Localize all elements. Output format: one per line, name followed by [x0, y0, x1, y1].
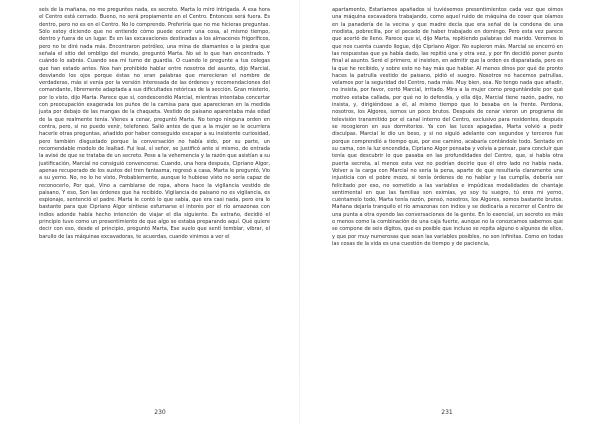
right-page-number: 231: [441, 409, 453, 416]
left-page-text: seis de la mañana, no me preguntes nada, es secreto. Marta lo miró intrigada. A esa hora el Centro está cerrado. Bueno, no será propiamente en el Centro. Entonces será fuera. Es dentro, pero no es en el Centro. No lo comprendo. Preferiría que no me hicieras preguntas. Sólo estoy diciendo que no entiendo cómo puede ocurrir una cosa, al mismo tiempo, dentro y fuera de un lugar. Es en las excavaciones destinadas a los almacenes frigoríficos, pero no te diré nada más. Encontraron petróleo, una mina de diamantes o la piedra que señala el sitio del ombligo del mundo, preguntó Marta. No sé lo que han encontrado. Y cuándo lo sabrás. Cuando sea mi turno de guardia. O cuando le pregunte a tus colegas que han estado antes. Nos han prohibido hablar entre nosotros del asunto, dijo Marcial, desviando los ojos porque éstas no eran palabras que merecieran el nombre de verdaderas, más si venía por la versión interesada de las órdenes y recomendaciones del comandante, libremente adaptada a sus dificultades retóricas de la sección. Gran misterio, por lo visto, dijo Marta. Parece que sí, condescendió Marcial, mientras intentaba concertar con preocupación exagerada los puños de la camisa para que aparecieran en la medida justa por debajo de las mangas de la chaqueta. Vestido de paisano aparentaba más edad de la que realmente tenía. Vienes a cenar, preguntó Marta. No tengo ninguna orden en contra, pero, si no puedo venir, telefoneo. Salió antes de que a la mujer se le ocurriera hacerle otras preguntas, añadido por haber conseguido escapar a su insistente curiosidad, pero también disgustado porque la conversación no había sido, por su parte, un recomendable modelo de lealtad. Fui leal, sí señor, se justificó ante sí mismo, de entrada la avisé de que se trataba de un secreto. Pese a la vehemencia y la razón que asistían a su justificación, Marcial no consiguió convencerse. Cuando, una hora después, Cipriano Algor, apenas recuperado de los sustos del tren fantasma, regresó a casa, Marta le preguntó, Vio a su yerno. No, no lo he visto, Probablemente, aunque lo hubiese visto no sería capaz de reconocerlo, Por qué, Vino a cambiarse de ropa, ahora hace la vigilancia vestido de paisano, Y eso, Son las órdenes que ha recibido. Vigilancia de paisano no es vigilancia, es espionaje, sentenció el padre. Marta le contó lo que sabía, que era casi nada, pero era lo bastante para que Cipriano Algor sintiese esfumarse el interés por el río amazonas con indios adonde había hecho intención de viajar el día siguiente. Es extraño, decidió el principio tuve como un presentimiento de que algo se estaba preparando aquí. Qué quiere decir con eso, desde el principio, preguntó Marta, Ese suelo que sentí temblar, vibrar, el barullo de las máquinas excavadoras, te acuerdas, cuando vinimos a ver el: [39, 7, 270, 240]
right-page-text: apartamento, Estaríamos apañados si tuviésemos presentimientos cada vez que oímos una máquina excavadora trabajando, como aquel ruido de máquina de coser que oíamos en la panadería de la vecina y que madre decía que era señal de la condena de una modista, pobrecilla, por el pecado de haber trabajado en domingo. Pero esta vez parece que acertó de lleno. Parece que sí, dijo Marta, repitiendo palabras del marido. Veremos lo que nos cuenta cuando llegue, dijo Cipriano Algor. No supieron más. Marcial se encerró en las respuestas que ya había dado, las repitió una y otra vez, y por fin decidió poner punto final al asunto. Seré el primero, si insisten, en admitir que la orden es disparatada, pero es la que he recibido, y sobre esto no hay más que hablar. Al menos dinos por qué de pronto haces la patrulla vestido de paisano, pidió el suegro. Nosotros no hacemos patrullas, velamos por la seguridad del Centro, nada más. Muy bien, sea. No tengo nada que añadir, no insista, por favor, cortó Marcial, irritado. Mira a la mujer como preguntándole por qué motivo estaba callada, por qué no lo defendía, y ella dijo, Marcial tiene razón, padre, no insista, y, dirigiéndose a él, al mismo tiempo que lo besaba en la frente. Perdona, nosotros, los Algores, somos un poco brutos. Después de cenar vieron un programa de televisión transmitido por el canal interno del Centro, exclusivo para residentes, después se recogieron en sus dormitorios. Ya con las luces apagadas, Marta volvió a pedir disculpas. Marcial le dio un beso, y si no siguió adelante con segundos y terceros fue porque comprendió a tiempo que, por ese camino, acabaría contándole todo. Sentado en su cama, con la luz encendida, Cipriano Algor pensaba y volvía a pensar, para concluir que tenía que descubrir lo que pasaba en las profundidades del Centro, que, si había otra puerta secreta, al menos esta vez no podrían decirle que él otro lado no había nada. Volver a la carga con Marcial no sería la pena, aparte de que resultaría claramente una injusticia con el pobre mozo, si tenía órdenes de no hablar y las cumplía, debería ser felicitado por eso, no sometido a las variables e impúdicas modalidades de chantaje sentimental en que las familias son eximias, yo soy tu suegro, tú eres mi yerno, cuéntamelo todo, Marta tenía razón, pensó, nosotros, los Algores, somos bastante brutos. Mañana dejaría tranquilo el río amazonas con indios y se dedicaría a recorrer el Centro de una punta a otra oyendo las conversaciones de la gente. En lo esencial, un secreto es más o menos como la combinación de una caja fuerte, aunque no la conozcamos sabemos que se compone de seis dígitos, que es posible que incluso se repita alguno o algunos de ellos, y que por muy numerosas que sean las variables posibles, no son infinitas. Como en todas las cosas de la vida es una cuestión de tiempo y de paciencia,: [332, 7, 563, 247]
right-page: [300, 0, 600, 424]
left-page-number: 230: [154, 409, 166, 416]
